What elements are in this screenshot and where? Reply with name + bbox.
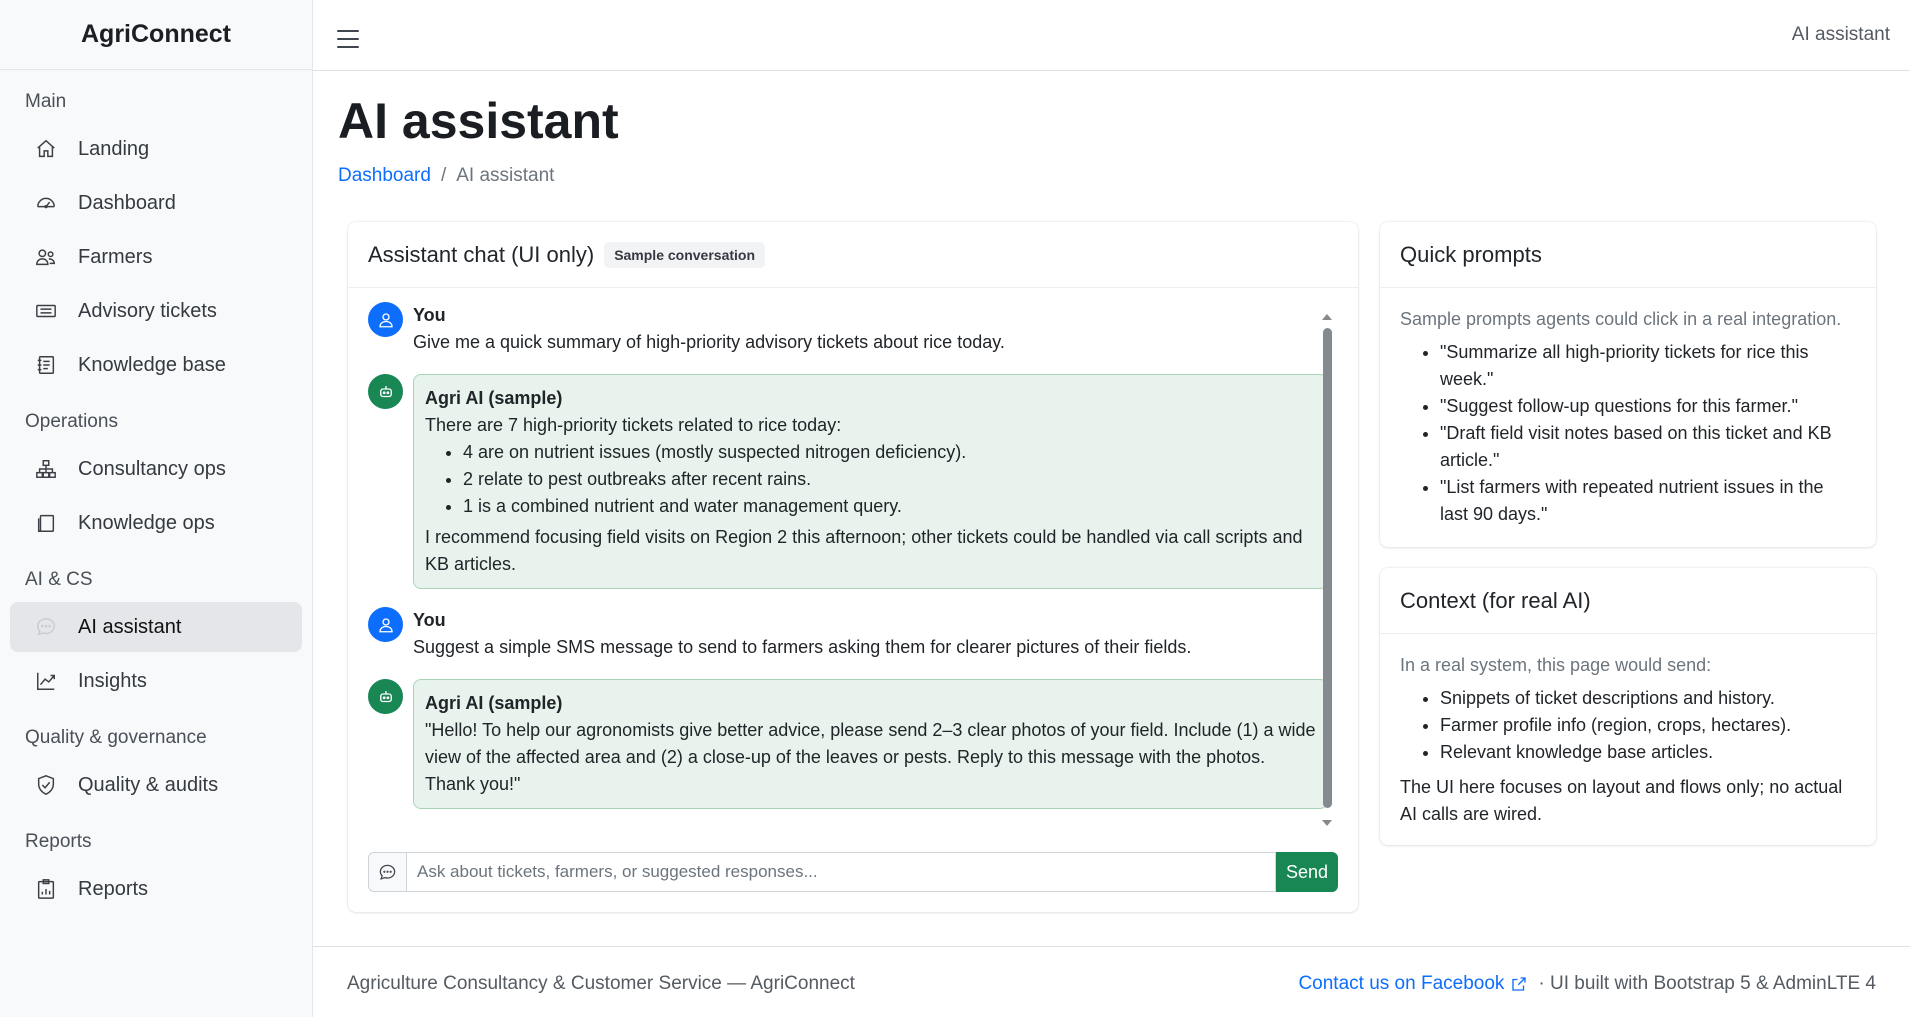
topbar-title: AI assistant — [1791, 24, 1890, 45]
bot-message-bubble — [413, 679, 1328, 809]
nav-header-reports: Reports — [25, 831, 92, 852]
message-intro: There are 7 high-priority tickets related to rice today: — [425, 415, 842, 435]
scrollbar-thumb[interactable] — [1323, 328, 1332, 808]
sidebar-item-farmers[interactable] — [10, 232, 302, 282]
footer-credits: · UI built with Bootstrap 5 & AdminLTE 4 — [1538, 973, 1876, 994]
message-body — [413, 374, 1328, 589]
sidebar-item-label: Farmers — [78, 245, 153, 268]
sidebar-item-label: Insights — [78, 669, 147, 692]
chat-message-input[interactable] — [406, 852, 1276, 892]
shield-check-icon — [34, 773, 58, 797]
quick-prompt-item[interactable]: • "Suggest follow-up questions for this farmer." — [1440, 393, 1856, 420]
footer-right — [1298, 973, 1876, 995]
bot-message-bubble — [413, 374, 1328, 589]
sidebar-item-label: Quality & audits — [78, 773, 219, 796]
sidebar-nav — [0, 84, 312, 914]
message-bullet-list — [425, 439, 1316, 520]
journal-icon — [34, 353, 58, 377]
sidebar-item-landing[interactable] — [10, 124, 302, 174]
message-text: Give me a quick summary of high-priority advisory tickets about rice today. — [413, 332, 1005, 352]
user-avatar-icon — [368, 607, 403, 642]
context-title: Context (for real AI) — [1400, 587, 1591, 613]
message-author: Agri AI (sample) — [425, 693, 563, 713]
sidebar-item-knowledge-base[interactable] — [10, 340, 302, 390]
external-link-icon — [1510, 975, 1528, 993]
sidebar-item-label: AI assistant — [78, 615, 182, 638]
sample-conversation-badge: Sample conversation — [604, 242, 765, 268]
scroll-down-arrow-icon[interactable] — [1322, 820, 1332, 826]
quick-prompts-description: Sample prompts agents could click in a real integration. — [1400, 309, 1842, 329]
chat-scrollbar[interactable] — [1320, 312, 1334, 828]
context-description: In a real system, this page would send: — [1400, 655, 1712, 675]
diagram-icon — [34, 457, 58, 481]
nav-header-quality: Quality & governance — [25, 727, 207, 748]
chat-messages[interactable] — [368, 302, 1328, 824]
page-title: AI assistant — [338, 93, 619, 149]
chat-input-group — [368, 852, 1338, 892]
speedometer-icon — [34, 191, 58, 215]
message-outro: I recommend focusing field visits on Region 2 this afternoon; other tickets could be handled via call scripts and KB articles. — [425, 527, 1303, 574]
send-button[interactable]: Send — [1276, 852, 1338, 892]
sidebar-item-advisory-tickets[interactable] — [10, 286, 302, 336]
breadcrumb-dashboard-link[interactable]: Dashboard — [338, 165, 431, 186]
quick-prompts-header — [1380, 222, 1876, 288]
robot-avatar-icon — [368, 374, 403, 409]
breadcrumb-separator: / — [440, 165, 447, 186]
message-author: Agri AI (sample) — [425, 388, 563, 408]
quick-prompt-item[interactable]: • "Summarize all high-priority tickets for rice this week." — [1440, 339, 1856, 393]
list-item: • Relevant knowledge base articles. — [1440, 739, 1856, 766]
user-avatar-icon — [368, 302, 403, 337]
footer-left-text: Agriculture Consultancy & Customer Service — AgriConnect — [347, 973, 855, 994]
context-card — [1380, 568, 1876, 845]
sidebar-item-label: Landing — [78, 137, 150, 160]
brand-name[interactable]: AgriConnect — [81, 20, 231, 48]
context-list — [1400, 685, 1856, 766]
message-body — [413, 679, 1328, 809]
quick-prompt-item[interactable]: • "List farmers with repeated nutrient issues in the last 90 days." — [1440, 474, 1856, 528]
facebook-link-label: Contact us on Facebook — [1298, 973, 1505, 994]
context-note: The UI here focuses on layout and flows only; no actual AI calls are wired. — [1400, 777, 1843, 824]
chat-card-header — [348, 222, 1358, 288]
breadcrumb-current: AI assistant — [456, 165, 555, 186]
footer — [313, 946, 1910, 1017]
message-text: Suggest a simple SMS message to send to farmers asking them for clearer pictures of their fields. — [413, 637, 1192, 657]
chat-message-user — [368, 302, 1328, 356]
chat-bubble-icon — [368, 852, 406, 892]
context-header — [1380, 568, 1876, 634]
menu-toggle-icon[interactable] — [337, 30, 359, 48]
sidebar-item-knowledge-ops[interactable] — [10, 498, 302, 548]
people-icon — [34, 245, 58, 269]
sidebar-item-ai-assistant[interactable] — [10, 602, 302, 652]
message-text: "Hello! To help our agronomists give better advice, please send 2–3 clear photos of your field. Include (1) a wide view of the affected area and (2) a close-up of the leaves or pests. Reply to this message with the photos. Thank you!" — [425, 720, 1316, 794]
list-item: • 2 relate to pest outbreaks after recent rains. — [463, 466, 1316, 493]
journals-icon — [34, 511, 58, 535]
quick-prompts-body — [1380, 288, 1876, 546]
chat-card-title: Assistant chat (UI only) — [368, 241, 595, 267]
quick-prompt-item[interactable]: • "Draft field visit notes based on this ticket and KB article." — [1440, 420, 1856, 474]
sidebar-item-label: Advisory tickets — [78, 299, 217, 322]
facebook-contact-link[interactable] — [1298, 973, 1538, 995]
quick-prompts-list — [1400, 339, 1856, 528]
chat-message-user — [368, 607, 1328, 661]
quick-prompts-card — [1380, 222, 1876, 547]
clipboard-data-icon — [34, 877, 58, 901]
sidebar-item-label: Reports — [78, 877, 149, 900]
ticket-icon — [34, 299, 58, 323]
nav-header-main: Main — [25, 91, 67, 112]
house-icon — [34, 137, 58, 161]
breadcrumb — [338, 165, 554, 187]
sidebar-item-label: Dashboard — [78, 191, 176, 214]
robot-avatar-icon — [368, 679, 403, 714]
nav-header-operations: Operations — [25, 411, 118, 432]
brand[interactable] — [0, 0, 312, 70]
sidebar-item-label: Consultancy ops — [78, 457, 226, 480]
sidebar-item-dashboard[interactable] — [10, 178, 302, 228]
sidebar-item-reports[interactable] — [10, 864, 302, 914]
list-item: • 4 are on nutrient issues (mostly suspected nitrogen deficiency). — [463, 439, 1316, 466]
assistant-chat-card — [348, 222, 1358, 912]
sidebar-item-label: Knowledge base — [78, 353, 226, 376]
list-item: • Snippets of ticket descriptions and history. — [1440, 685, 1856, 712]
message-author: You — [413, 305, 446, 325]
message-body — [413, 302, 1328, 356]
chat-message-bot — [368, 679, 1328, 809]
sidebar-item-quality-audits[interactable] — [10, 760, 302, 810]
message-author: You — [413, 610, 446, 630]
list-item: • Farmer profile info (region, crops, hectares). — [1440, 712, 1856, 739]
scroll-up-arrow-icon[interactable] — [1322, 314, 1332, 320]
sidebar-item-insights[interactable] — [10, 656, 302, 706]
sidebar-item-label: Knowledge ops — [78, 511, 215, 534]
message-body — [413, 607, 1328, 661]
sidebar-item-consultancy-ops[interactable] — [10, 444, 302, 494]
sidebar — [0, 0, 313, 1017]
nav-header-ai-cs: AI & CS — [25, 569, 93, 590]
quick-prompts-title: Quick prompts — [1400, 241, 1542, 267]
topbar — [313, 0, 1910, 71]
list-item: • 1 is a combined nutrient and water management query. — [463, 493, 1316, 520]
chat-dots-icon — [34, 615, 58, 639]
chat-message-bot — [368, 374, 1328, 589]
graph-up-icon — [34, 669, 58, 693]
context-body — [1380, 634, 1876, 846]
